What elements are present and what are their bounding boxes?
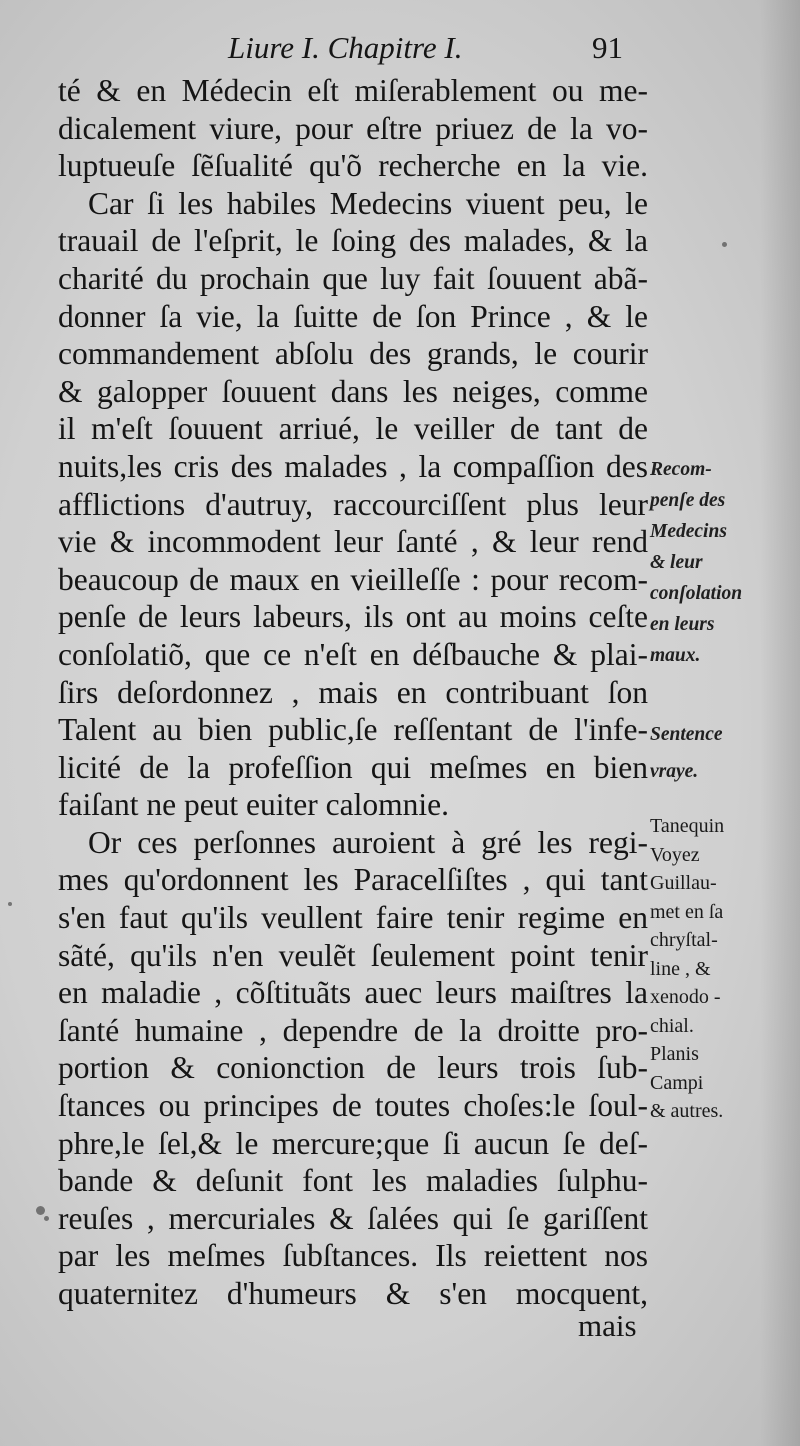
paragraph-end-line: faiſant ne peut euiter calomnie. — [58, 787, 449, 823]
text-line: par les meſmes ſubſtances. Ils reiettent nos — [58, 1238, 648, 1274]
text-line: dicalement viure, pour eſtre priuez de la vo- — [58, 110, 648, 146]
text-line: commandement abſolu des grands, le courir — [58, 336, 648, 372]
running-head: Liure I. Chapitre I. — [228, 30, 463, 65]
margin-note-line: met en ſa — [650, 900, 724, 923]
margin-note-line: conſolation — [650, 583, 743, 604]
text-line: sãté, qu'ils n'en veulẽt ſeulement point tenir — [58, 937, 648, 973]
page-header — [0, 26, 800, 70]
paragraph-start-line: Or ces perſonnes auroient à gré les regi- — [88, 824, 648, 860]
text-line: donner ſa vie, la ſuitte de ſon Prince , & le — [58, 298, 648, 334]
margin-note-line: & leur — [650, 552, 703, 573]
text-line: ſtances ou principes de toutes choſes:le ſoul- — [58, 1088, 648, 1124]
text-line: afflictions d'autruy, raccourciſſent plus leur — [58, 486, 648, 522]
text-line: charité du prochain que luy fait ſouuent abã- — [58, 260, 648, 296]
text-line: té & en Médecin eſt miſerablement ou me- — [58, 73, 648, 108]
text-line: bande & deſunit font les maladies ſulphu- — [58, 1163, 648, 1199]
margin-note-line: Voyez — [650, 843, 700, 866]
text-line: en maladie , cõſtituãts auec leurs maiſtres la — [58, 975, 648, 1011]
text-line: portion & conionction de leurs trois ſub- — [58, 1050, 648, 1086]
ink-speck — [8, 902, 12, 906]
text-line: ſirs deſordonnez , mais en contribuant ſon — [58, 674, 648, 710]
margin-note-line: chial. — [650, 1014, 694, 1037]
margin-note-line: & autres. — [650, 1100, 724, 1122]
margin-note-line: Recom- — [650, 459, 712, 480]
text-line: ſanté humaine , dependre de la droitte pro- — [58, 1012, 648, 1048]
text-line: s'en faut qu'ils veullent faire tenir regime en — [58, 900, 648, 936]
main-text-block — [58, 72, 648, 1313]
ink-speck — [36, 1206, 45, 1215]
margin-note-line: chryſtal- — [650, 929, 718, 951]
ink-speck — [722, 242, 727, 247]
text-line: reuſes , mercuriales & ſalées qui ſe gariſſent — [58, 1200, 648, 1236]
margin-note-line: Sentence — [650, 724, 723, 745]
margin-note-line: line , & — [650, 957, 711, 980]
text-line: beaucoup de maux en vieilleſſe : pour recom- — [58, 561, 648, 597]
page-number: 91 — [592, 30, 623, 65]
text-line: nuits,les cris des malades , la compaſſion des — [58, 448, 648, 484]
margin-note-recompense — [650, 454, 762, 671]
text-line: luptueuſe ſẽſualité qu'õ recherche en la vie. — [58, 148, 648, 184]
text-line: vie & incommodent leur ſanté , & leur rend — [58, 524, 648, 560]
margin-note-line: penſe des — [650, 490, 726, 511]
text-line: phre,le ſel,& le mercure;que ſi aucun ſe deſ- — [58, 1125, 648, 1161]
text-line: il m'eſt ſouuent arriué, le veiller de tant de — [58, 411, 648, 447]
margin-note-line: Planis — [650, 1043, 699, 1065]
margin-note-line: maux. — [650, 645, 701, 666]
catchword: mais — [578, 1308, 637, 1343]
margin-note-authors — [650, 812, 762, 1126]
margin-note-line: Medecins — [650, 521, 727, 542]
text-line: quaternitez d'humeurs & s'en mocquent, — [58, 1276, 648, 1311]
ink-speck — [44, 1216, 49, 1221]
margin-note-line: en leurs — [650, 614, 715, 635]
page-edge-shadow — [760, 0, 800, 1446]
text-line: penſe de leurs labeurs, ils ont au moins ceſte — [58, 599, 648, 635]
margin-note-line: Guillau- — [650, 872, 717, 894]
text-line: & galopper ſouuent dans les neiges, comme — [58, 373, 648, 409]
margin-note-line: xenodo - — [650, 986, 721, 1008]
margin-note-line: vraye. — [650, 761, 699, 782]
margin-note-line: Campi — [650, 1071, 704, 1094]
margin-note-sentence — [650, 716, 760, 790]
paragraph-start-line: Car ſi les habiles Medecins viuent peu, le — [88, 185, 648, 221]
text-line: licité de la profeſſion qui meſmes en bien — [58, 749, 648, 785]
text-line: trauail de l'eſprit, le ſoing des malades, & la — [58, 223, 648, 259]
text-line: conſolatiõ, que ce n'eſt en déſbauche & plai- — [58, 636, 648, 672]
text-line: Talent au bien public,ſe reſſentant de l'infe- — [58, 712, 648, 748]
text-line: mes qu'ordonnent les Paracelſiſtes , qui tant — [58, 862, 648, 898]
margin-note-line: Tanequin — [650, 815, 725, 837]
